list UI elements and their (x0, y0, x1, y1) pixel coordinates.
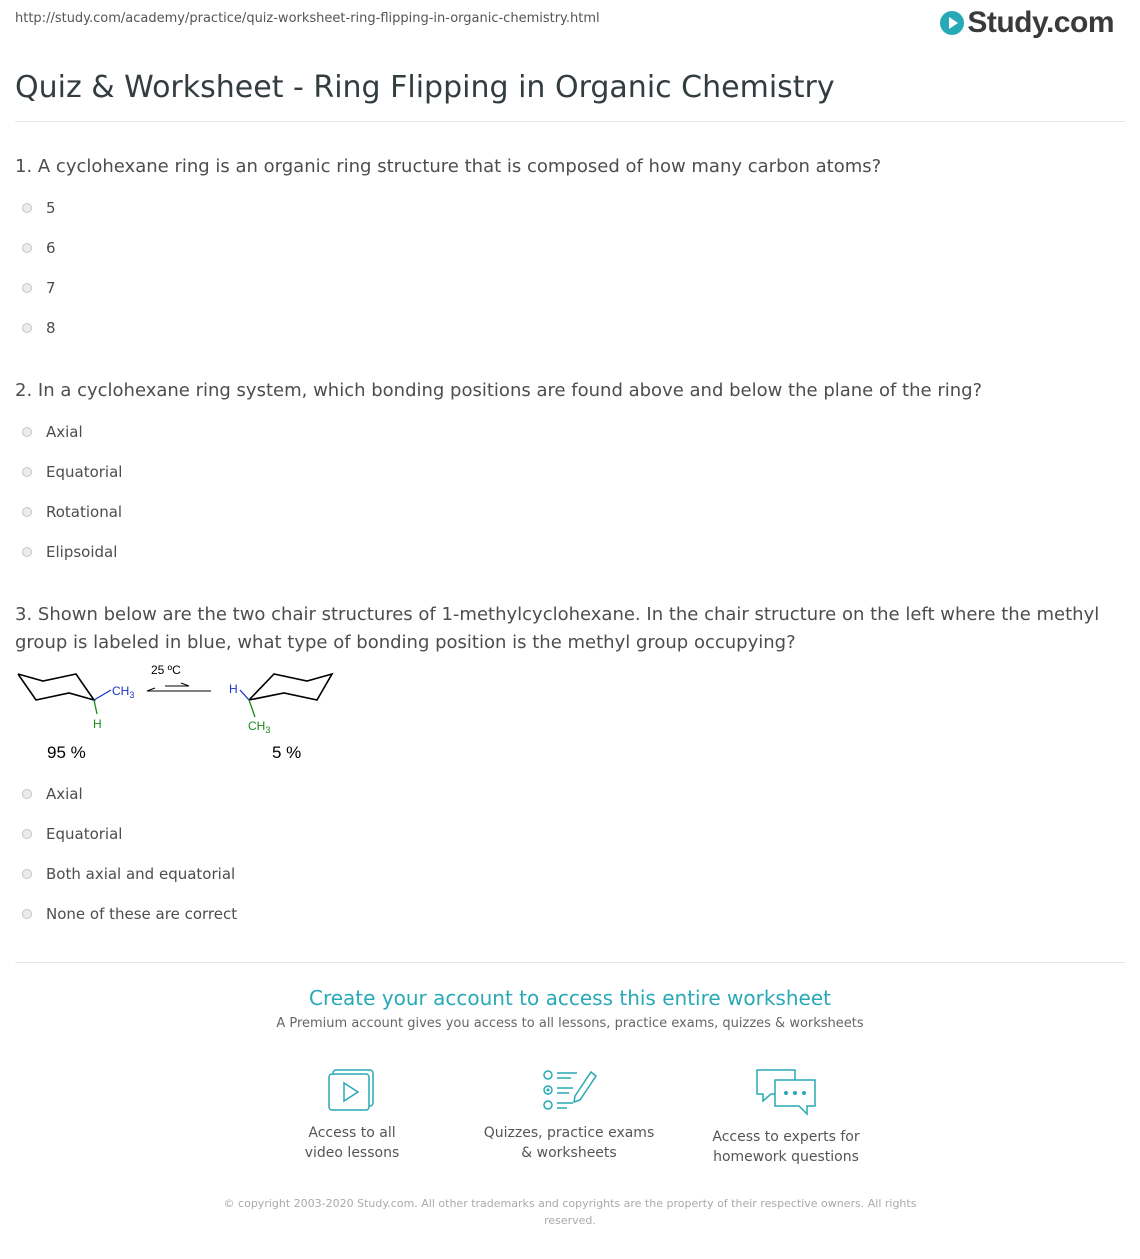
quiz-list-icon (539, 1066, 599, 1114)
option-label: Both axial and equatorial (46, 865, 236, 883)
radio-button[interactable] (22, 789, 32, 799)
option-label: 7 (46, 279, 56, 297)
radio-button[interactable] (22, 243, 32, 253)
question-1: 1. A cyclohexane ring is an organic ring structure that is composed of how many carbon atoms? (15, 156, 882, 177)
radio-button[interactable] (22, 283, 32, 293)
copyright-footer: © copyright 2003-2020 Study.com. All other trademarks and copyrights are the property of their respective owners. All rights reserved. (223, 1197, 917, 1227)
radio-button[interactable] (22, 547, 32, 557)
option-label: Elipsoidal (46, 543, 118, 561)
create-account-link[interactable]: Create your account to access this entire worksheet (309, 986, 831, 1010)
feature-quizzes (469, 1066, 669, 1163)
option-label: Equatorial (46, 463, 123, 481)
q1-option-4[interactable] (22, 319, 56, 337)
feature-experts (686, 1066, 886, 1167)
radio-button[interactable] (22, 869, 32, 879)
chair-structures-diagram (15, 662, 355, 772)
radio-button[interactable] (22, 467, 32, 477)
video-icon (324, 1066, 380, 1114)
page-title: Quiz & Worksheet - Ring Flipping in Organic Chemistry (15, 70, 835, 105)
q2-option-4[interactable] (22, 543, 117, 561)
right-chair-ring (249, 674, 332, 700)
q2-option-3[interactable] (22, 503, 122, 521)
chat-bubbles-icon (753, 1066, 819, 1118)
right-hydrogen-bond (240, 690, 249, 700)
radio-button[interactable] (22, 909, 32, 919)
option-label: Axial (46, 785, 83, 803)
left-percent-label: 95 % (47, 743, 86, 762)
right-percent-label: 5 % (272, 743, 302, 762)
q1-option-3[interactable] (22, 279, 56, 297)
radio-button[interactable] (22, 507, 32, 517)
right-methyl-label: $CH_3$ (248, 719, 271, 735)
radio-button[interactable] (22, 203, 32, 213)
chair-conformation-figure (15, 662, 355, 772)
page-url: http://study.com/academy/practice/quiz-worksheet-ring-flipping-in-organic-chemistry.html (15, 11, 600, 26)
right-methyl-bond (249, 700, 255, 717)
premium-subtitle: A Premium account gives you access to all lessons, practice exams, quizzes & worksheets (276, 1016, 864, 1031)
question-2: 2. In a cyclohexane ring system, which bonding positions are found above and below the plane of the ring? (15, 380, 983, 401)
temperature-label: 25 ºC (151, 663, 181, 677)
study-logo[interactable] (940, 6, 1114, 40)
left-chair-ring (18, 674, 94, 700)
option-label: Axial (46, 423, 83, 441)
feature-label: Access to all video lessons (304, 1125, 400, 1161)
radio-button[interactable] (22, 427, 32, 437)
q2-option-2[interactable] (22, 463, 122, 481)
left-methyl-bond (94, 690, 111, 700)
feature-label: Quizzes, practice exams & worksheets (483, 1125, 655, 1161)
radio-button[interactable] (22, 829, 32, 839)
q1-option-2[interactable] (22, 239, 56, 257)
logo-text: Study.com (967, 6, 1114, 39)
q3-option-4[interactable] (22, 905, 237, 923)
right-hydrogen-label: H (229, 682, 238, 696)
option-label: Equatorial (46, 825, 123, 843)
title-divider (15, 121, 1125, 122)
q2-option-1[interactable] (22, 423, 83, 441)
play-logo-icon (940, 11, 964, 35)
q3-option-1[interactable] (22, 785, 83, 803)
option-label: 8 (46, 319, 56, 337)
q3-option-3[interactable] (22, 865, 235, 883)
option-label: 6 (46, 239, 56, 257)
left-hydrogen-bond (94, 700, 97, 714)
option-label: Rotational (46, 503, 123, 521)
option-label: 5 (46, 199, 56, 217)
radio-button[interactable] (22, 323, 32, 333)
left-hydrogen-label: H (93, 717, 102, 731)
option-label: None of these are correct (46, 905, 238, 923)
feature-video-lessons (252, 1066, 452, 1163)
q3-option-2[interactable] (22, 825, 122, 843)
q1-option-1[interactable] (22, 199, 56, 217)
question-3: 3. Shown below are the two chair structures of 1-methylcyclohexane. In the chair structure on the left where the methyl group is labeled in blue, what type of bonding position is the methyl group occupying? (15, 604, 1100, 653)
feature-label: Access to experts for homework questions (712, 1129, 860, 1165)
left-methyl-label: $CH_3$ (112, 684, 135, 700)
section-divider (15, 962, 1125, 963)
